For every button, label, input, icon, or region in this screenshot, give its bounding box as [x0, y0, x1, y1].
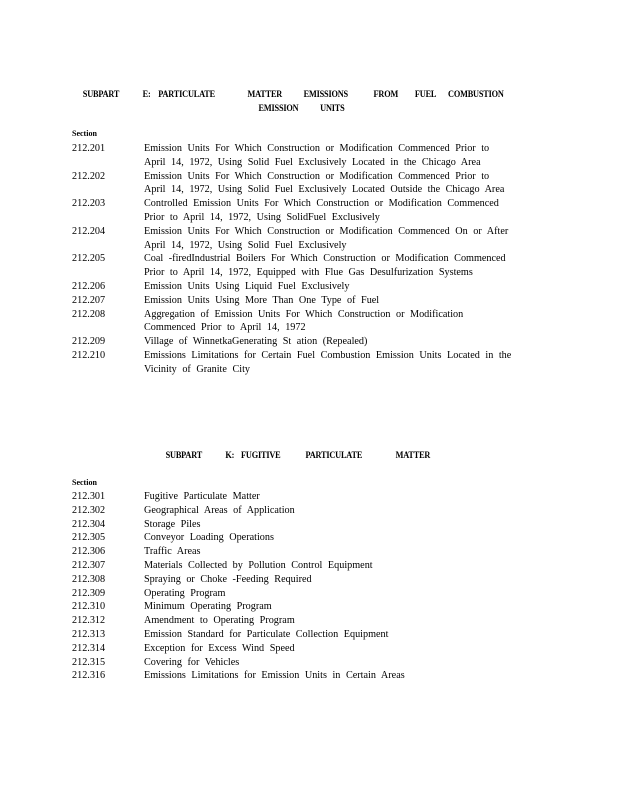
section-title: Emission Units For Which Construction or Modification Commenced Prior to April 14, 1972, Using Solid Fuel Exclusively Located in the Chicago Area [144, 143, 490, 168]
subpart-e-word: FUEL [414, 89, 437, 99]
section-title: Fugitive Particulate Matter [144, 491, 260, 502]
subpart-e-word: MATTER [247, 89, 283, 99]
section-title: Aggregation of Emission Units For Which Construction or Modification Commenced Prior to April 14, 1972 [144, 308, 464, 334]
section-number: 212.314 [72, 642, 106, 654]
toc-row [72, 600, 512, 614]
section-number: 212.207 [72, 294, 106, 306]
section-number: 212.313 [72, 628, 106, 640]
subpart-e-word: UNITS [320, 103, 345, 113]
toc-row [72, 587, 512, 601]
section-title: Traffic Areas [144, 546, 201, 558]
subpart-k-letter: K: [225, 450, 235, 460]
section-column-label: Section [72, 129, 97, 138]
toc-row [72, 225, 512, 253]
toc-row [72, 531, 512, 545]
section-title: Covering for Vehicles [144, 656, 240, 668]
section-number: 212.315 [72, 656, 106, 668]
section-title: Exception for Excess Wind Speed [144, 642, 295, 654]
section-number: 212.307 [72, 559, 106, 571]
section-title: Village of WinnetkaGenerating St ation (Repealed) [144, 336, 368, 348]
toc-row [72, 197, 512, 225]
section-title: Emission Units For Which Construction or Modification Commenced On or After April 14, 1972, Using Solid Fuel Exclusively [144, 225, 509, 251]
toc-row [72, 628, 512, 642]
toc-row [72, 573, 512, 587]
section-title: Controlled Emission Units For Which Construction or Modification Commenced Prior to April 14, 1972, Using SolidFuel Exclusively [144, 198, 499, 223]
subpart-e-word: EMISSIONS [303, 89, 348, 99]
toc-row [72, 280, 512, 294]
section-number: 212.305 [72, 532, 106, 544]
toc-row [72, 656, 512, 670]
toc-row [72, 614, 512, 628]
section-title: Operating Program [144, 587, 226, 599]
toc-row [72, 669, 512, 683]
section-number: 212.201 [72, 143, 106, 154]
section-number: 212.205 [72, 253, 106, 265]
section-number: 212.310 [72, 601, 106, 613]
toc-row [72, 170, 512, 198]
subpart-e-letter: E: [142, 89, 151, 99]
section-title: Emission Units Using Liquid Fuel Exclusively [144, 280, 350, 292]
subpart-k-word: PARTICULATE [305, 450, 363, 460]
subpart-e-word: EMISSION [258, 103, 299, 113]
section-title: Geographical Areas of Application [144, 504, 295, 516]
subpart-e-label: SUBPART [82, 89, 120, 99]
toc-row [72, 490, 512, 504]
section-title: Emissions Limitations for Certain Fuel Combustion Emission Units Located in the Vicinity of Granite City [144, 349, 512, 375]
toc-row [72, 545, 512, 559]
subpart-k-toc [72, 490, 512, 683]
toc-row [72, 642, 512, 656]
toc-row [72, 559, 512, 573]
section-number: 212.202 [72, 170, 106, 182]
subpart-k-word: MATTER [395, 450, 431, 460]
toc-row [72, 504, 512, 518]
section-title: Storage Piles [144, 518, 201, 530]
subpart-e-word: FROM [373, 89, 399, 99]
section-number: 212.203 [72, 198, 106, 210]
section-title: Emission Standard for Particulate Collection Equipment [144, 628, 389, 640]
section-number: 212.304 [72, 518, 106, 530]
toc-row [72, 518, 512, 532]
section-number: 212.204 [72, 225, 106, 237]
subpart-e-word: COMBUSTION [448, 89, 504, 99]
section-title: Amendment to Operating Program [144, 615, 295, 627]
section-number: 212.209 [72, 336, 106, 348]
toc-row [72, 294, 512, 308]
section-title: Spraying or Choke -Feeding Required [144, 573, 312, 585]
section-number: 212.312 [72, 615, 106, 627]
section-number: 212.306 [72, 546, 106, 558]
toc-row [72, 252, 512, 280]
subpart-e-word: PARTICULATE [158, 89, 215, 99]
section-title: Materials Collected by Pollution Control Equipment [144, 559, 373, 571]
section-number: 212.302 [72, 504, 106, 516]
toc-row [72, 335, 512, 349]
section-number: 212.301 [72, 491, 106, 502]
section-number: 212.206 [72, 280, 106, 292]
section-number: 212.208 [72, 308, 106, 320]
section-column-label: Section [72, 478, 97, 487]
section-number: 212.309 [72, 587, 106, 599]
section-title: Conveyor Loading Operations [144, 532, 274, 544]
section-title: Emission Units For Which Construction or Modification Commenced Prior to April 14, 1972, Using Solid Fuel Exclusively Located Outside the Chicago Area [144, 170, 505, 196]
subpart-e-toc [72, 142, 512, 377]
section-title: Minimum Operating Program [144, 601, 272, 613]
section-number: 212.210 [72, 349, 106, 361]
section-number: 212.316 [72, 670, 106, 682]
section-title: Emissions Limitations for Emission Units in Certain Areas [144, 670, 405, 682]
toc-row [72, 308, 512, 336]
toc-row [72, 349, 512, 377]
section-title: Emission Units Using More Than One Type of Fuel [144, 294, 380, 306]
subpart-k-label: SUBPART [165, 450, 203, 460]
section-title: Coal -firedIndustrial Boilers For Which Construction or Modification Commenced Prior to April 14, 1972, Equipped with Flue Gas Desulfurization Systems [144, 253, 506, 279]
subpart-k-word: FUGITIVE [241, 450, 281, 460]
section-number: 212.308 [72, 573, 106, 585]
toc-row [72, 142, 512, 170]
